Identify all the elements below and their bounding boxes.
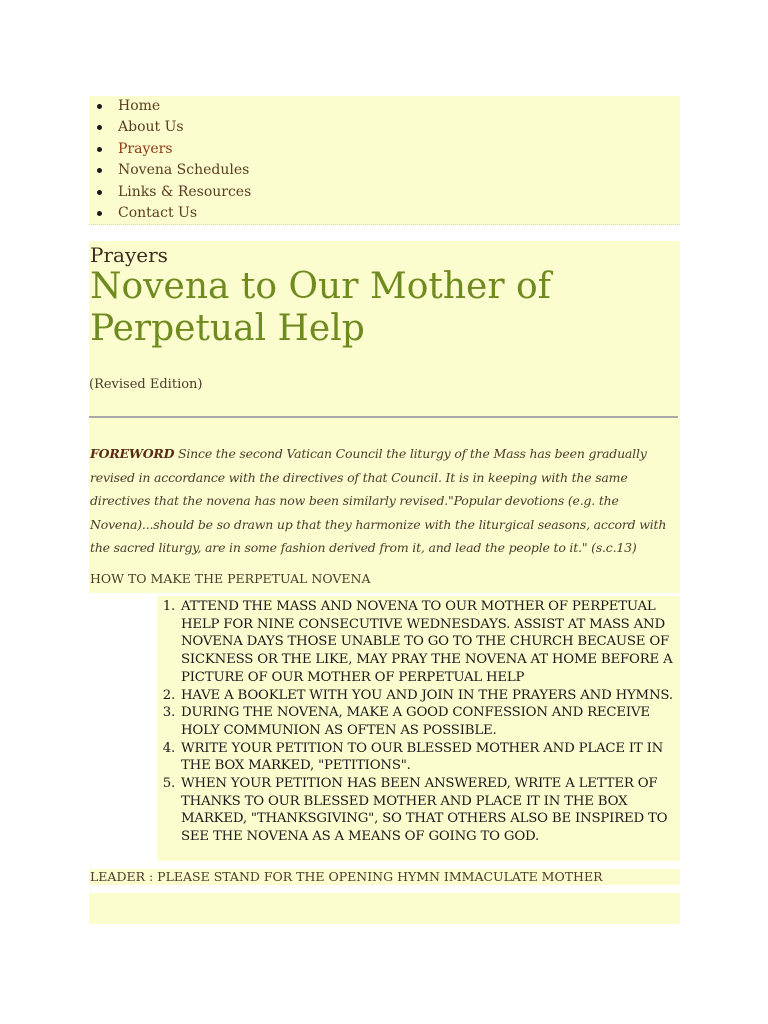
foreword-paragraph xyxy=(90,442,677,560)
step-text: DURING THE NOVENA, MAKE A GOOD CONFESSION AND RECEIVE HOLY COMMUNION AS OFTEN AS POSSIBLE. xyxy=(181,705,650,738)
step-text: WRITE YOUR PETITION TO OUR BLESSED MOTHER AND PLACE IT IN THE BOX MARKED, "PETITIONS". xyxy=(181,740,664,774)
article-content xyxy=(89,241,680,593)
horizontal-divider xyxy=(89,416,678,418)
leader-instruction: LEADER : PLEASE STAND FOR THE OPENING HYMN IMMACULATE MOTHER xyxy=(89,869,680,885)
edition-note: (Revised Edition) xyxy=(89,377,203,392)
bullet-icon xyxy=(97,147,102,152)
page-title: Novena to Our Mother of Perpetual Help xyxy=(90,266,551,349)
step-number: 3. xyxy=(162,705,175,721)
nav-link-links-resources[interactable]: Links & Resources xyxy=(118,184,252,200)
howto-heading: HOW TO MAKE THE PERPETUAL NOVENA xyxy=(90,571,371,586)
list-item xyxy=(157,740,680,775)
step-number: 2. xyxy=(162,687,175,703)
nav-link-novena-schedules[interactable]: Novena Schedules xyxy=(118,162,250,178)
step-text: WHEN YOUR PETITION HAS BEEN ANSWERED, WRITE A LETTER OF THANKS TO OUR BLESSED MOTHER AND PLACE IT IN THE BOX MARKED, "THANKSGIVING", SO THAT OTHERS ALSO BE INSPIRED TO SEE THE NOVENA AS A MEANS OF GOING TO GOD. xyxy=(181,776,668,845)
nav-link-about-us[interactable]: About Us xyxy=(118,119,184,135)
list-item xyxy=(157,687,680,705)
novena-steps xyxy=(157,596,680,861)
list-item xyxy=(157,704,680,739)
bullet-icon xyxy=(97,104,102,109)
nav-link-prayers[interactable]: Prayers xyxy=(118,141,173,157)
step-number: 1. xyxy=(162,599,175,614)
steps-list xyxy=(157,596,680,846)
foreword-text: Since the second Vatican Council the liturgy of the Mass has been gradually revised in accordance with the directives of that Council. It is in keeping with the same directives that the novena has now been similarly revised."Popular devotions (e.g. the Novena)...should be so drawn up that they harmonize with the liturgical seasons, accord with the sacred liturgy, are in some fashion derived from it, and lead the people to it." (s.c.13) xyxy=(90,446,667,555)
empty-panel xyxy=(89,893,680,924)
bullet-icon xyxy=(97,125,102,130)
bullet-icon xyxy=(97,190,102,195)
step-number: 5. xyxy=(162,776,175,792)
main-navigation xyxy=(89,96,680,225)
list-item xyxy=(157,775,680,846)
step-text: ATTEND THE MASS AND NOVENA TO OUR MOTHER OF PERPETUAL HELP FOR NINE CONSECUTIVE WEDNESDAYS. ASSIST AT MASS AND NOVENA DAYS THOSE UNABLE TO GO TO THE CHURCH BECAUSE OF SICKNESS OR THE LIKE, MAY PRAY THE NOVENA AT HOME BEFORE A PICTURE OF OUR MOTHER OF PERPETUAL HELP xyxy=(181,599,673,685)
list-item xyxy=(157,598,680,687)
step-number: 4. xyxy=(162,740,175,756)
foreword-label: FOREWORD xyxy=(90,446,175,461)
nav-link-contact-us[interactable]: Contact Us xyxy=(118,205,198,221)
step-text: HAVE A BOOKLET WITH YOU AND JOIN IN THE PRAYERS AND HYMNS. xyxy=(181,687,673,703)
bullet-icon xyxy=(97,211,102,216)
section-label: Prayers xyxy=(90,243,168,267)
nav-link-home[interactable]: Home xyxy=(118,98,161,114)
bullet-icon xyxy=(97,168,102,173)
